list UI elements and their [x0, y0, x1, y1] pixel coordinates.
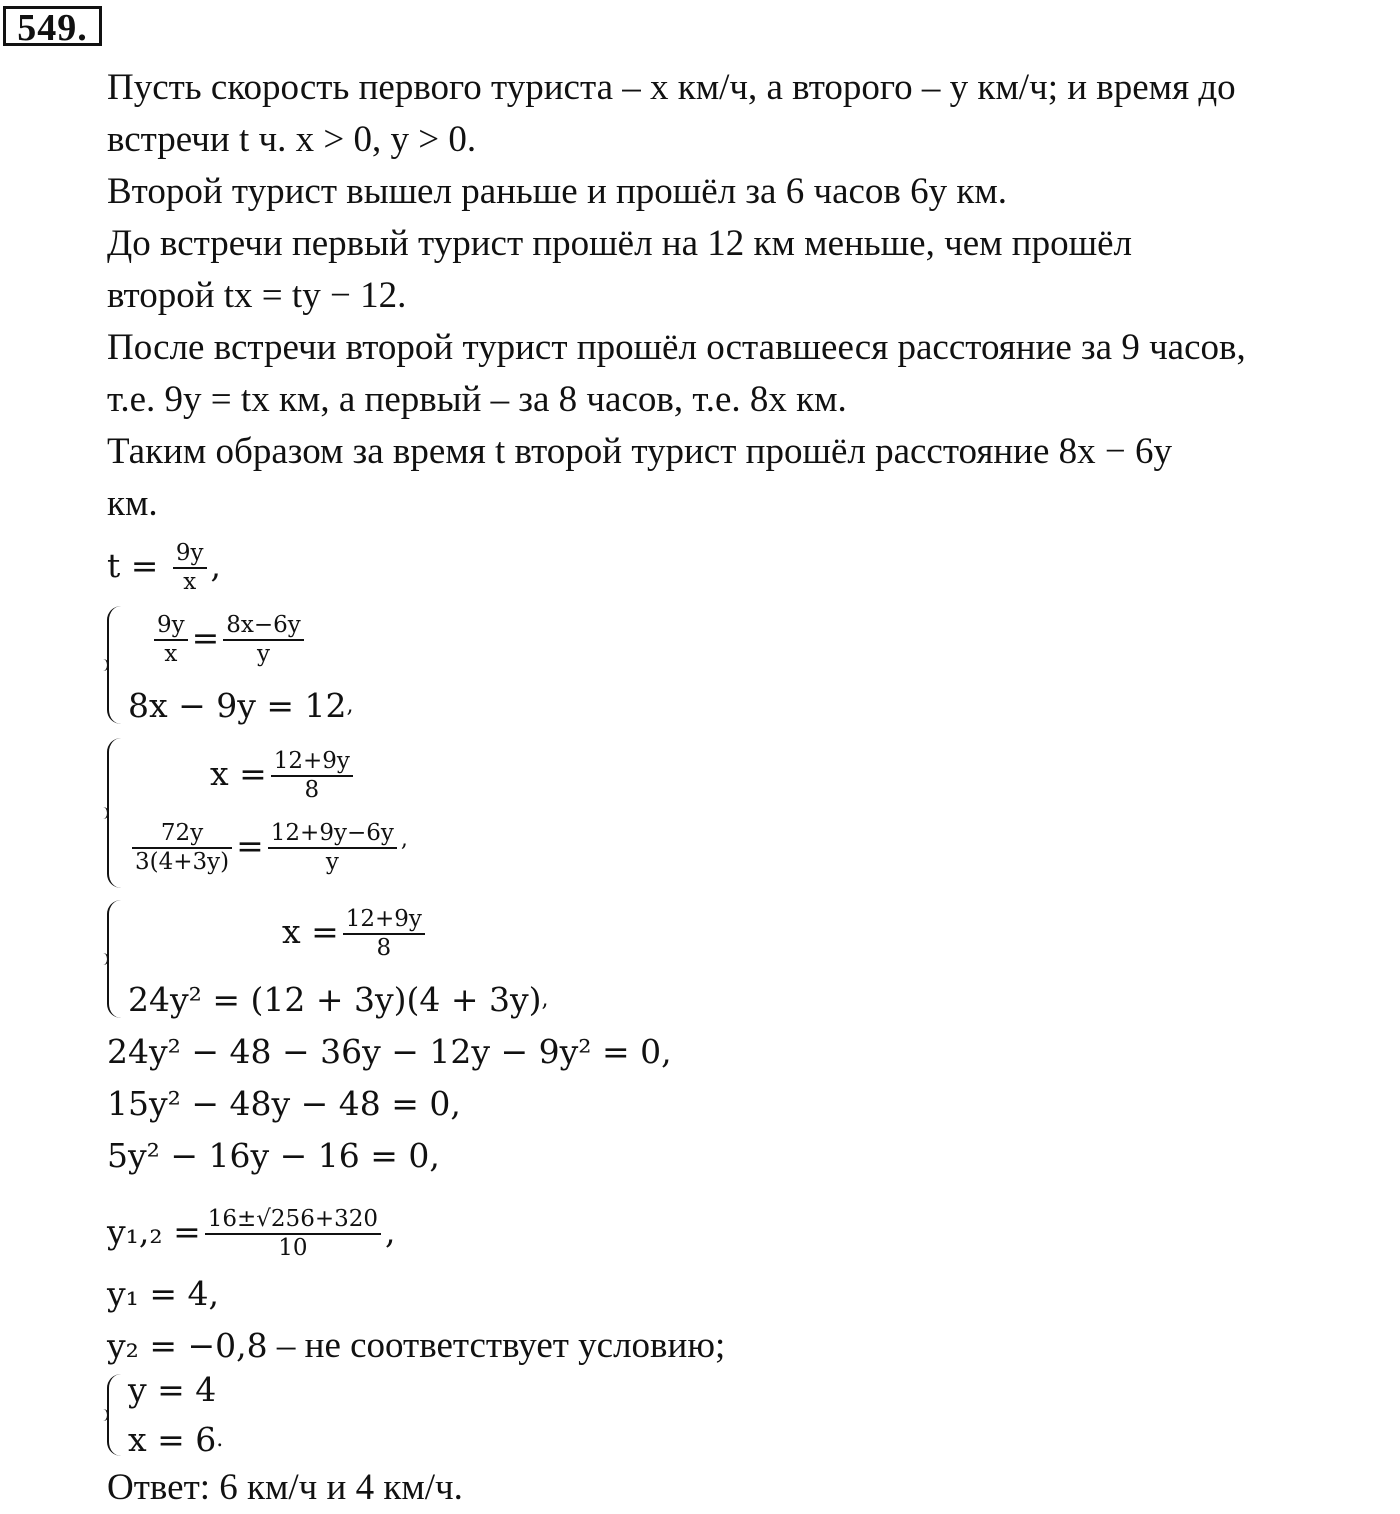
t-equation: t = $\frac{9y}{x}$ ,: [107, 540, 222, 595]
root-y1: y₁ = 4,: [107, 1274, 219, 1313]
text-line-8: Таким образом за время t второй турист прошёл расстояние 8x − 6y: [107, 431, 1172, 472]
final-y: y = 4: [128, 1370, 217, 1409]
text-line-7: т.е. 9y = tx км, а первый – за 8 часов, т.е. 8x км.: [107, 379, 847, 420]
equation-3: 5y² − 16y − 16 = 0,: [107, 1136, 440, 1175]
equation-2: 15y² − 48y − 48 = 0,: [107, 1084, 461, 1123]
text-line-3: Второй турист вышел раньше и прошёл за 6 часов 6y км.: [107, 171, 1008, 212]
system2-row2: $\frac{72y}{3(4+3y)}$ = $\frac{12+9y-6y}{y}$ ,: [128, 820, 408, 876]
problem-number: 549.: [3, 6, 102, 46]
final-x: x = 6.: [128, 1420, 224, 1459]
roots-formula: y₁,₂ = $\frac{16\pm√256+320}{10}$ ,: [107, 1206, 396, 1261]
text-line-5: второй tx = ty − 12.: [107, 275, 407, 316]
system-brace-2: [107, 738, 121, 888]
answer: Ответ: 6 км/ч и 4 км/ч.: [107, 1467, 463, 1508]
system3-row1: x = $\frac{12+9y}{8}$: [282, 906, 429, 962]
text-line-6: После встречи второй турист прошёл оставшееся расстояние за 9 часов,: [107, 327, 1246, 368]
system2-row1: x = $\frac{12+9y}{8}$: [210, 748, 357, 804]
system-brace-3: [107, 900, 121, 1018]
system3-row2: 24y² = (12 + 3y)(4 + 3y),: [128, 980, 549, 1019]
system-brace-1: [107, 606, 121, 724]
system1-row1: $\frac{9y}{x}$ = $\frac{8x-6y}{y}$: [150, 612, 308, 668]
equation-1: 24y² − 48 − 36y − 12y − 9y² = 0,: [107, 1032, 672, 1071]
system1-row2: 8x − 9y = 12,: [128, 686, 354, 725]
text-line-1: Пусть скорость первого туриста – x км/ч, а второго – y км/ч; и время до: [107, 67, 1236, 108]
system-brace-final: [107, 1374, 121, 1456]
root-y2: y₂ = −0,8 – не соответствует условию;: [107, 1325, 726, 1366]
t-lhs: t =: [107, 546, 159, 585]
text-line-2: встречи t ч. x > 0, y > 0.: [107, 119, 477, 160]
t-fraction: $\frac{9y}{x}$: [173, 540, 207, 596]
text-line-4: До встречи первый турист прошёл на 12 км меньше, чем прошёл: [107, 223, 1132, 264]
text-line-9: км.: [107, 483, 158, 524]
